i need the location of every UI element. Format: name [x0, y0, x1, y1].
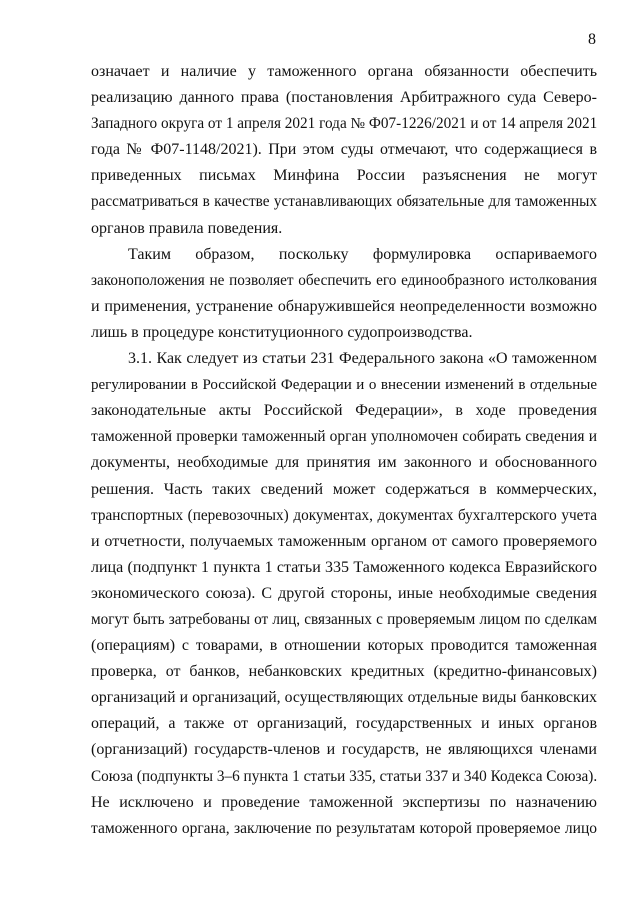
- text-line: лица (подпункт 1 пункта 1 статьи 335 Таможенного кодекса Евразийского: [91, 558, 597, 576]
- text-line: органов правила поведения.: [91, 219, 283, 237]
- text-line: регулировании в Российской Федерации и о внесении изменений в отдельные: [91, 377, 597, 394]
- text-line: 3.1. Как следует из статьи 231 Федерального закона «О таможенном: [128, 350, 597, 368]
- text-line: экономического союза). С другой стороны, иные необходимые сведения: [91, 584, 597, 602]
- text-line: документы, необходимые для принятия им законного и обоснованного: [91, 454, 597, 472]
- text-line: Не исключено и проведение таможенной экспертизы по назначению: [91, 793, 597, 811]
- text-line: Таким образом, поскольку формулировка оспариваемого: [128, 245, 597, 263]
- text-line: операций, а также от организаций, государственных и иных органов: [91, 715, 597, 733]
- text-line: приведенных письмах Минфина России разъяснения не могут: [91, 167, 597, 185]
- text-line: организаций и организаций, осуществляющих отдельные виды банковских: [91, 689, 597, 707]
- text-line: решения. Часть таких сведений может содержаться в коммерческих,: [91, 480, 597, 498]
- text-line: (организаций) государств-членов и государств, не являющихся членами: [91, 741, 597, 759]
- text-line: Союза (подпункты 3–6 пункта 1 статьи 335, статьи 337 и 340 Кодекса Союза).: [91, 767, 598, 785]
- text-line: транспортных (перевозочных) документах, документах бухгалтерского учета: [91, 506, 597, 524]
- text-line: таможенной проверки таможенный орган уполномочен собирать сведения и: [91, 428, 597, 446]
- text-line: таможенного органа, заключение по результатам которой проверяемое лицо: [91, 819, 597, 837]
- text-line: и отчетности, получаемых таможенным органом от самого проверяемого: [91, 532, 597, 550]
- document-body: [91, 59, 597, 842]
- text-line: законоположения не позволяет обеспечить его единообразного истолкования: [91, 271, 597, 289]
- text-line: могут быть затребованы от лиц, связанных с проверяемым лицом по сделкам: [91, 610, 597, 628]
- text-line: проверка, от банков, небанковских кредитных (кредитно-финансовых): [91, 663, 597, 681]
- text-line: и применения, устранение обнаружившейся неопределенности возможно: [91, 297, 597, 315]
- text-line: Западного округа от 1 апреля 2021 года № Ф07-1226/2021 и от 14 апреля 2021: [91, 115, 598, 133]
- text-line: рассматриваться в качестве устанавливающих обязательные для таможенных: [91, 193, 597, 211]
- text-line: означает и наличие у таможенного органа обязанности обеспечить: [91, 63, 597, 80]
- page-number: 8: [588, 31, 596, 48]
- text-line: (операциям) с товарами, в отношении которых проводится таможенная: [91, 637, 597, 655]
- text-line: года № Ф07-1148/2021). При этом суды отмечают, что содержащиеся в: [91, 141, 597, 159]
- text-line: лишь в процедуре конституционного судопроизводства.: [91, 323, 473, 341]
- text-line: законодательные акты Российской Федерации», в ходе проведения: [91, 402, 597, 420]
- text-line: реализацию данного права (постановления Арбитражного суда Северо-: [91, 89, 597, 107]
